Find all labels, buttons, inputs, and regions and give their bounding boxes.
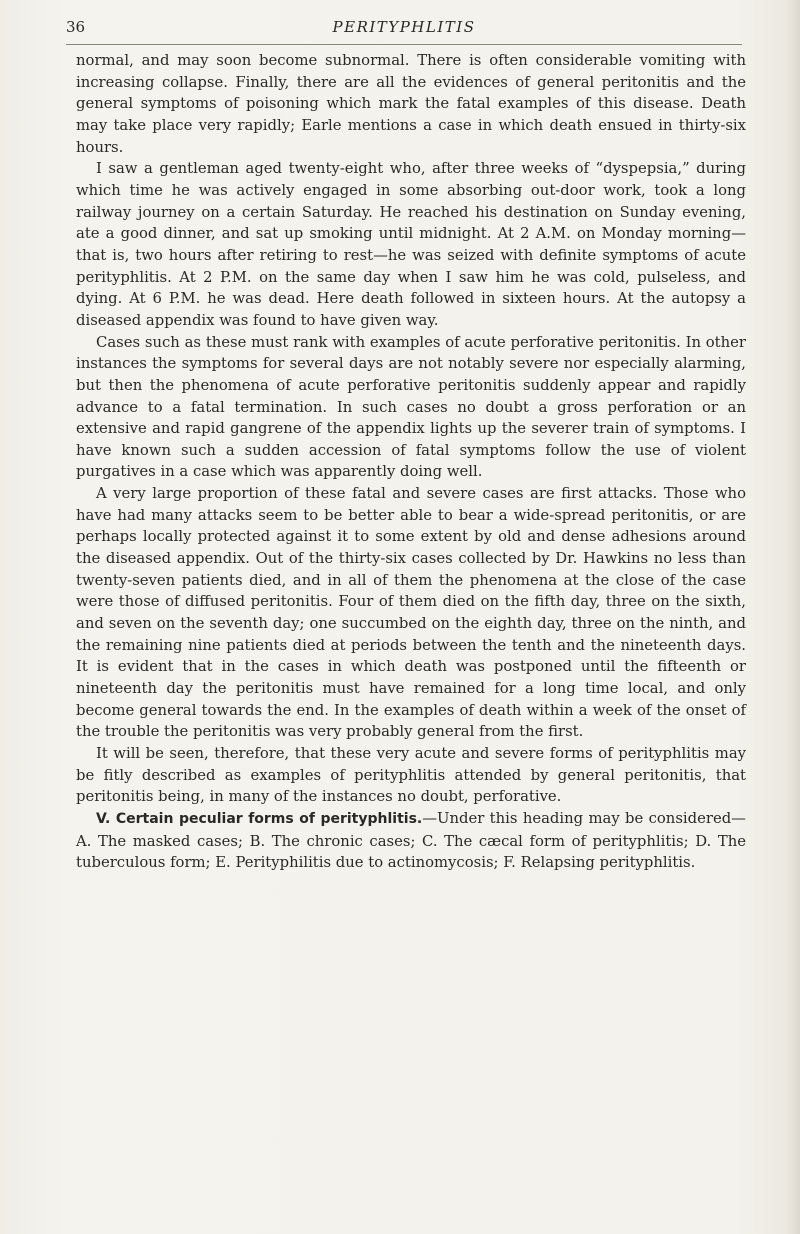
section-text: —Under this heading may be considered—A. The masked cases; B. The chronic cases; C. The cæcal form of perityphlitis; D. The tuberculous form; E. Perityphilitis due to actinomycosis; F. Relapsing perityphlitis. [76,809,746,872]
body-text [76,50,746,874]
running-head: PERITYPHLITIS [332,18,476,36]
paragraph: It will be seen, therefore, that these very acute and severe forms of perityphlitis may be fitly described as examples of perityphlitis attended by general peritonitis, that peritonitis being, in many of the instances no doubt, perforative. [76,745,746,806]
section-paragraph [76,808,746,874]
paragraph: A very large proportion of these fatal and severe cases are first attacks. Those who have had many attacks seem to be better able to bear a wide-spread peritonitis, or are perhaps locally protected against it to some extent by old and dense adhesions around the diseased appendix. Out of the thirty-six cases collected by Dr. Hawkins no less than twenty-seven patients died, and in all of them the phenomena at the close of the case were those of diffused peritonitis. Four of them died on the fifth day, three on the sixth, and seven on the seventh day; one succumbed on the eighth day, three on the ninth, and the remaining nine patients died at periods between the tenth and the nineteenth days. It is evident that in the cases in which death was postponed until the fifteenth or nineteenth day the peritonitis must have remained for a long time local, and only become general towards the end. In the examples of death within a week of the onset of the trouble the peritonitis was very probably general from the first. [76,485,746,741]
page-number: 36 [66,18,86,36]
header-rule [66,44,742,45]
paragraph: I saw a gentleman aged twenty-eight who, after three weeks of “dyspepsia,” during which time he was actively engaged in some absorbing out-door work, took a long railway journey on a certain Saturday. He reached his destination on Sunday evening, ate a good dinner, and sat up smoking until midnight. At 2 A.M. on Monday morning—that is, two hours after retiring to rest—he was seized with definite symptoms of acute perityphlitis. At 2 P.M. on the same day when I saw him he was cold, pulseless, and dying. At 6 P.M. he was dead. Here death followed in sixteen hours. At the autopsy a diseased appendix was found to have given way. [76,160,746,329]
page-header [66,14,742,46]
paragraph: Cases such as these must rank with examples of acute perforative peritonitis. In other instances the symptoms for several days are not notably severe nor especially alarming, but then the phenomena of acute perforative peritonitis suddenly appear and rapidly advance to a fatal termination. In such cases no doubt a gross perforation or an extensive and rapid gangrene of the appendix lights up the severer train of symptoms. I have known such a sudden accession of fatal symptoms follow the use of violent purgatives in a case which was apparently doing well. [76,333,746,481]
section-heading: V. Certain peculiar forms of perityphlitis. [96,810,423,827]
paragraph: normal, and may soon become subnormal. There is often considerable vomiting with increasing collapse. Finally, there are all the evidences of general peritonitis and the general symptoms of poisoning which mark the fatal examples of this disease. Death may take place very rapidly; Earle mentions a case in which death ensued in thirty-six hours. [76,52,746,156]
page-edge-shadow [786,0,800,1234]
